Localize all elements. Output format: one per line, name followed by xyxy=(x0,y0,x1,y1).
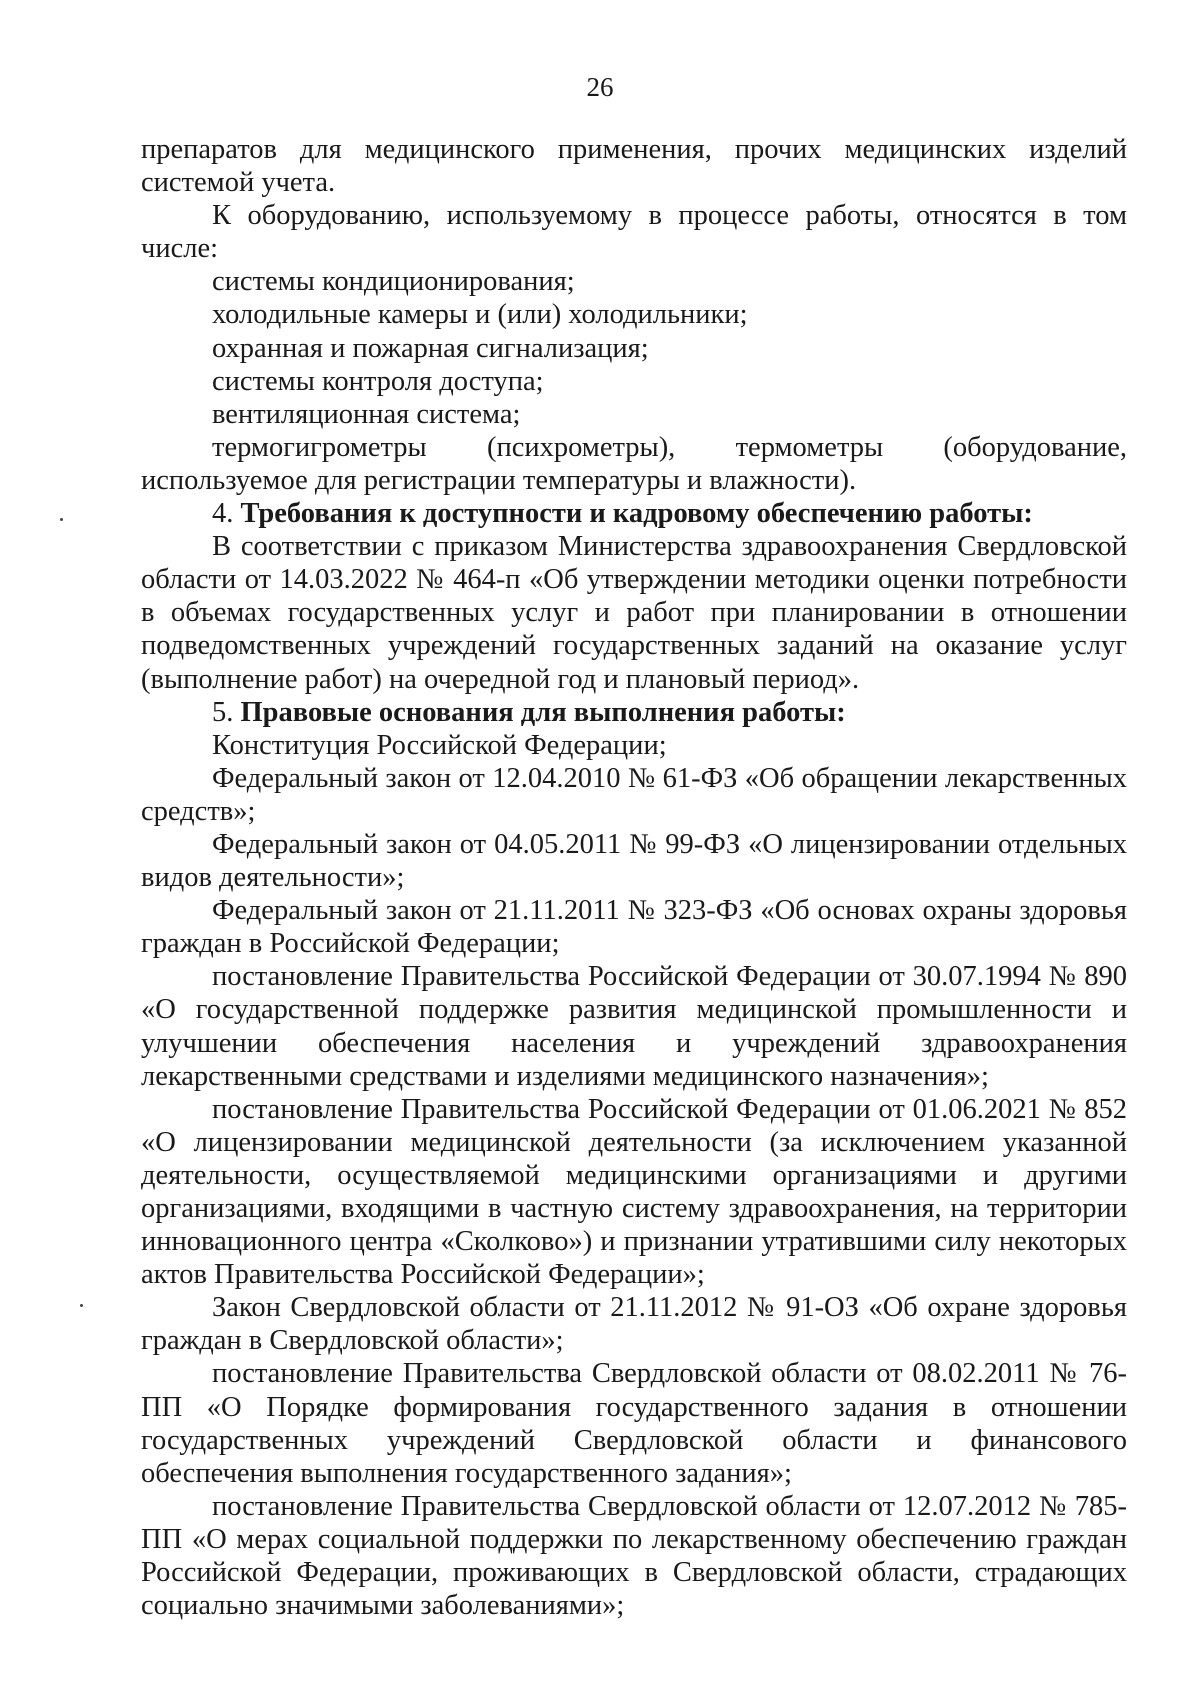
document-body xyxy=(141,133,1127,1622)
equipment-item: системы контроля доступа; xyxy=(212,365,544,397)
legal-basis-item: постановление Правительства Свердловской области от 12.07.2012 № 785-ПП «О мерах социальной поддержки по лекарственному обеспечению граждан Российской Федерации, проживающих в Свердловской области, страдающих социально значимыми заболеваниями»; xyxy=(141,1490,1127,1622)
equipment-item: холодильные камеры и (или) холодильники; xyxy=(212,299,748,331)
section-4-number: 4. xyxy=(212,498,234,530)
equipment-item: вентиляционная система; xyxy=(212,398,521,430)
equipment-item: термогигрометры (психрометры), термометры (оборудование, используемое для регистрации температуры и влажности). xyxy=(141,431,1127,496)
section-4-text: В соответствии с приказом Министерства здравоохранения Свердловской области от 14.03.2022 № 464-п «Об утверждении методики оценки потребности в объемах государственных услуг и работ при планировании в отношении подведомственных учреждений государственных заданий на оказание услуг (выполнение работ) на очередной год и плановый период». xyxy=(141,531,1127,695)
section-5-title: Правовые основания для выполнения работы: xyxy=(240,696,846,728)
scan-speck xyxy=(80,1304,83,1307)
section-4-title: Требования к доступности и кадровому обеспечению работы: xyxy=(240,498,1033,530)
equipment-item: системы кондиционирования; xyxy=(212,266,575,298)
legal-basis-item: Конституция Российской Федерации; xyxy=(212,729,667,761)
section-4-heading xyxy=(141,497,1127,530)
equipment-item: охранная и пожарная сигнализация; xyxy=(212,332,649,364)
equipment-intro: К оборудованию, используемому в процессе работы, относятся в том числе: xyxy=(141,200,1127,265)
legal-basis-item: Федеральный закон от 12.04.2010 № 61-ФЗ «Об обращении лекарственных средств»; xyxy=(141,762,1127,827)
legal-basis-item: постановление Правительства Российской Федерации от 30.07.1994 № 890 «О государственной поддержке развития медицинской промышленности и улучшении обеспечения населения и учреждений здравоохранения лекарственными средствами и изделиями медицинского назначения»; xyxy=(141,961,1127,1092)
legal-basis-item: Закон Свердловской области от 21.11.2012 № 91-ОЗ «Об охране здоровья граждан в Свердловской области»; xyxy=(141,1292,1127,1357)
section-5-heading xyxy=(141,696,1127,729)
page-number: 26 xyxy=(586,72,614,102)
legal-basis-item: постановление Правительства Российской Федерации от 01.06.2021 № 852 «О лицензировании медицинской деятельности (за исключением указанной деятельности, осуществляемой медицинскими организациями и другими организациями, входящими в частную систему здравоохранения, на территории инновационного центра «Сколково») и признании утратившими силу некоторых актов Правительства Российской Федерации»; xyxy=(141,1093,1127,1291)
legal-basis-item: Федеральный закон от 21.11.2011 № 323-ФЗ «Об основах охраны здоровья граждан в Российской Федерации; xyxy=(141,895,1127,960)
section-5-number: 5. xyxy=(212,696,234,728)
continuation-paragraph: препаратов для медицинского применения, прочих медицинских изделий системой учета. xyxy=(141,134,1127,199)
legal-basis-item: постановление Правительства Свердловской области от 08.02.2011 № 76-ПП «О Порядке формирования государственного задания в отношении государственных учреждений Свердловской области и финансового обеспечения выполнения государственного задания»; xyxy=(141,1358,1127,1489)
legal-basis-item: Федеральный закон от 04.05.2011 № 99-ФЗ «О лицензировании отдельных видов деятельности»; xyxy=(141,828,1127,894)
scan-speck xyxy=(60,518,63,521)
